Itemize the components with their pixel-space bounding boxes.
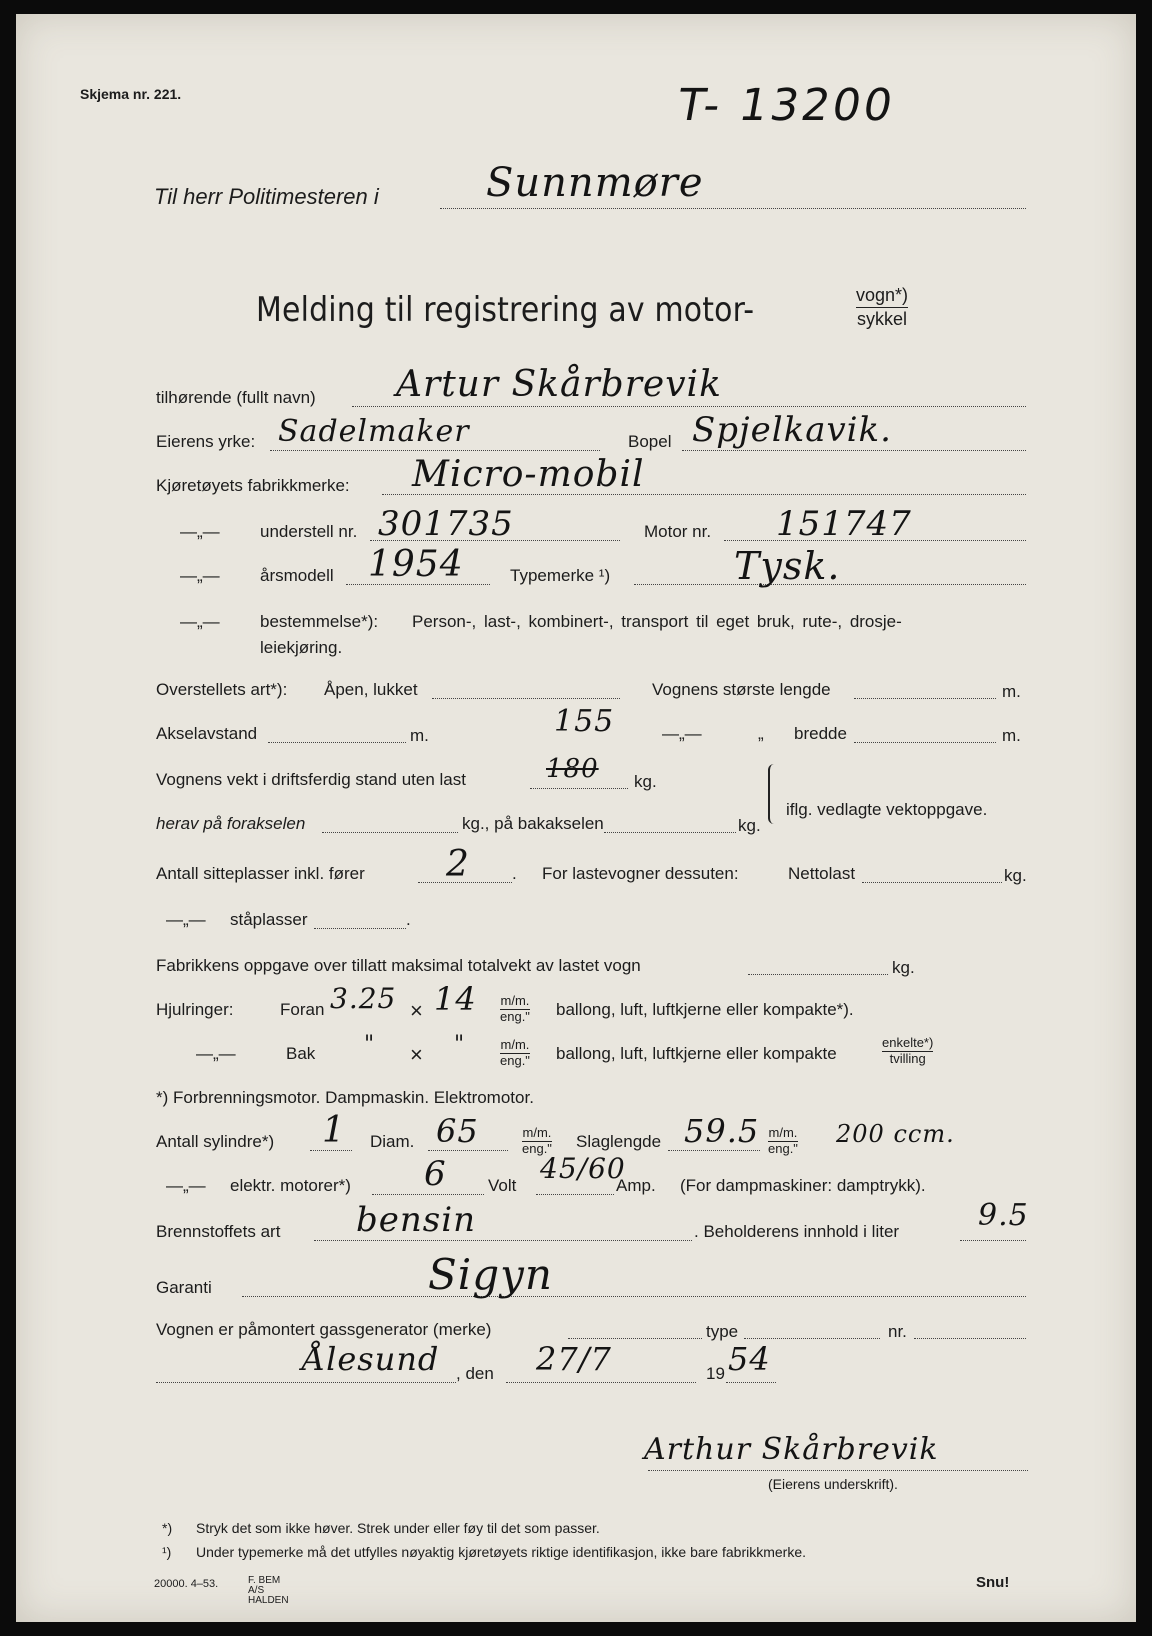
axle-unit: m. <box>410 726 429 745</box>
seats-suffix: . <box>512 864 517 883</box>
tires-label: Hjulringer: <box>156 1000 234 1019</box>
volt-label: Volt <box>488 1176 517 1195</box>
body-label: Overstellets art*): <box>156 680 288 699</box>
warranty-value: Sigyn <box>428 1250 553 1299</box>
width-label: bredde <box>794 724 847 743</box>
cylinders-label: Antall sylindre*) <box>156 1132 275 1151</box>
date-line <box>506 1382 696 1383</box>
warranty-line <box>242 1296 1026 1297</box>
max-weight-line <box>748 974 888 975</box>
weight-note: iflg. vedlagte vektoppgave. <box>786 800 988 819</box>
year-line <box>726 1382 776 1383</box>
tank-line <box>960 1240 1026 1241</box>
purpose-options-cont: leiekjøring. <box>260 638 343 657</box>
gas-type-label: type <box>706 1322 739 1341</box>
stroke-unit-bot: eng." <box>768 1141 798 1156</box>
tires-front-unit-top: m/m. <box>500 993 530 1008</box>
title-sup: vogn*) <box>856 284 908 308</box>
diam-value: 65 <box>436 1112 479 1150</box>
tires-rear-label: Bak <box>286 1044 316 1063</box>
model-year-label: årsmodell <box>260 566 334 585</box>
front-axle-label: herav på forakselen <box>156 814 306 833</box>
length-unit: m. <box>1002 682 1021 701</box>
seats-value: 2 <box>446 844 470 885</box>
owner-value: Artur Skårbrevik <box>396 364 722 405</box>
tires-rear-unit <box>500 1038 530 1068</box>
tires-rear-opt-top: enkelte*) <box>882 1035 934 1050</box>
chassis-value: 301735 <box>378 504 514 544</box>
width-unit: m. <box>1002 726 1021 745</box>
signature-line <box>648 1470 1028 1471</box>
residence-label: Bopel <box>628 432 672 451</box>
weight-unit: kg. <box>634 772 657 791</box>
standing-suffix: . <box>406 910 411 929</box>
footnote-2: Under typemerke må det utfylles nøyaktig kjøretøyets riktige identifikasjon, ikke bare fabrikkmerke. <box>196 1544 807 1560</box>
electric-ditto: —„— <box>166 1176 206 1195</box>
make-label: Kjøretøyets fabrikkmerke: <box>156 476 350 495</box>
steam-pressure: (For dampmaskiner: damptrykk). <box>680 1176 926 1195</box>
net-load-label: Nettolast <box>788 864 856 883</box>
tires-rear-option-fraction <box>882 1036 933 1066</box>
standing-label: ståplasser <box>230 910 308 929</box>
owner-line <box>352 406 1026 407</box>
date-value: 27/7 <box>536 1340 612 1378</box>
purpose-label: bestemmelse*): <box>260 612 379 631</box>
fuel-value: bensin <box>356 1200 477 1240</box>
signature-caption: (Eierens underskrift). <box>768 1476 898 1492</box>
front-axle-line <box>322 832 458 833</box>
seats-label: Antall sitteplasser inkl. fører <box>156 864 365 883</box>
tires-rear-ditto: —„— <box>196 1044 236 1063</box>
rear-axle-label: kg., på bakakselen <box>462 814 604 833</box>
gas-type-line <box>744 1338 880 1339</box>
type-value: Tysk. <box>734 544 841 588</box>
year-prefix: 19 <box>706 1364 725 1383</box>
tank-value: 9.5 <box>978 1198 1029 1233</box>
gas-nr-line <box>914 1338 1026 1339</box>
weight-line <box>530 788 628 789</box>
printer-mark: F. BEM A/S HALDEN <box>248 1575 289 1606</box>
title-sub: sykkel <box>857 309 908 329</box>
owner-label: tilhørende (fullt navn) <box>156 388 316 407</box>
tires-rear-opt-bot: tvilling <box>889 1051 926 1066</box>
width-value: 155 <box>554 704 615 739</box>
amp-label: Amp. <box>616 1176 656 1195</box>
year-value: 54 <box>728 1340 771 1378</box>
max-weight-label: Fabrikkens oppgave over tillatt maksimal totalvekt av lastet vogn <box>156 956 641 975</box>
standing-ditto: —„— <box>166 910 206 929</box>
amp-line <box>536 1194 614 1195</box>
date-den: , den <box>456 1364 494 1383</box>
width-comma: „ <box>758 724 764 743</box>
occupation-line <box>270 450 600 451</box>
stroke-label: Slaglengde <box>576 1132 662 1151</box>
tires-front-diam: 14 <box>434 980 477 1018</box>
place-line <box>156 1382 456 1383</box>
weight-value: 180 <box>546 754 599 784</box>
residence-value: Spjelkavik. <box>692 410 892 450</box>
tires-front-options: ballong, luft, luftkjerne eller kompakte*). <box>556 1000 854 1019</box>
weight-brace <box>768 764 780 824</box>
place-value: Ålesund <box>302 1340 440 1378</box>
cargo-label: For lastevogner dessuten: <box>542 864 739 883</box>
body-options: Åpen, lukket <box>324 680 418 699</box>
tires-front-width: 3.25 <box>330 982 397 1015</box>
stroke-unit-top: m/m. <box>768 1125 798 1140</box>
diam-label: Diam. <box>370 1132 415 1151</box>
model-year-ditto: —„— <box>180 566 220 585</box>
recipient-value: Sunnmøre <box>486 160 704 206</box>
cylinders-value: 1 <box>322 1110 346 1151</box>
gas-generator-line <box>568 1338 702 1339</box>
residence-line <box>682 450 1026 451</box>
width-line <box>854 742 996 743</box>
tires-rear-times: × <box>410 1042 423 1067</box>
owner-signature: Arthur Skårbrevik <box>644 1432 939 1467</box>
footnote-mark-2: ¹) <box>162 1544 172 1560</box>
form-page <box>16 14 1136 1622</box>
length-line <box>854 698 996 699</box>
tires-rear-options: ballong, luft, luftkjerne eller kompakte <box>556 1044 837 1063</box>
footnote-mark-1: *) <box>162 1520 173 1536</box>
occupation-value: Sadelmaker <box>278 414 470 449</box>
purpose-options: Person-, last-, kombinert-, transport til eget bruk, rute-, drosje- <box>412 612 902 631</box>
tires-rear-width: " <box>364 1032 376 1057</box>
model-year-value: 1954 <box>368 544 464 585</box>
motor-value: 151747 <box>776 504 912 544</box>
fuel-line <box>314 1240 692 1241</box>
title-fraction <box>856 284 908 330</box>
displacement-value: 200 ccm. <box>836 1120 955 1148</box>
amp-value: 45/60 <box>540 1152 626 1185</box>
purpose-ditto: —„— <box>180 612 220 631</box>
tires-front-times: × <box>410 998 423 1023</box>
weight-label: Vognens vekt i driftsferdig stand uten last <box>156 770 466 789</box>
reference-number: T- 13200 <box>673 80 900 131</box>
tires-rear-unit-bot: eng." <box>500 1053 530 1068</box>
warranty-label: Garanti <box>156 1278 212 1297</box>
page-title: Melding til registrering av motor- <box>256 290 755 330</box>
body-line <box>432 698 620 699</box>
recipient-line <box>440 208 1026 209</box>
gas-nr-label: nr. <box>888 1322 907 1341</box>
volt-value: 6 <box>424 1154 447 1194</box>
net-load-unit: kg. <box>1004 866 1027 885</box>
axle-line <box>268 742 406 743</box>
max-weight-unit: kg. <box>892 958 915 977</box>
print-info: 20000. 4–53. <box>154 1578 219 1590</box>
tires-front-label: Foran <box>280 1000 325 1019</box>
tires-rear-unit-top: m/m. <box>500 1037 530 1052</box>
tank-label: . Beholderens innhold i liter <box>694 1222 900 1241</box>
occupation-label: Eierens yrke: <box>156 432 256 451</box>
width-ditto: —„— <box>662 724 702 743</box>
diam-line <box>428 1150 508 1151</box>
diam-unit-top: m/m. <box>522 1125 552 1140</box>
length-label: Vognens største lengde <box>652 680 831 699</box>
gas-generator-label: Vognen er påmontert gassgenerator (merke) <box>156 1320 492 1339</box>
chassis-label: understell nr. <box>260 522 358 541</box>
footnote-1: Stryk det som ikke høver. Strek under eller føy til det som passer. <box>196 1520 600 1536</box>
stroke-unit <box>768 1126 798 1156</box>
stroke-value: 59.5 <box>684 1112 760 1150</box>
turn-over: Snu! <box>976 1574 1010 1591</box>
fuel-label: Brennstoffets art <box>156 1222 281 1241</box>
volt-line <box>372 1194 484 1195</box>
tires-rear-diam: " <box>454 1032 466 1057</box>
rear-axle-unit: kg. <box>738 816 761 835</box>
make-value: Micro-mobil <box>412 454 645 495</box>
tires-front-unit <box>500 994 530 1024</box>
form-number: Skjema nr. 221. <box>80 86 182 102</box>
axle-label: Akselavstand <box>156 724 258 743</box>
tires-front-unit-bot: eng." <box>500 1009 530 1024</box>
electric-label: elektr. motorer*) <box>230 1176 351 1195</box>
motor-label: Motor nr. <box>644 522 712 541</box>
recipient-label: Til herr Politimesteren i <box>154 184 379 209</box>
stroke-line <box>668 1150 760 1151</box>
diam-unit-bot: eng." <box>522 1141 552 1156</box>
net-load-line <box>862 882 1002 883</box>
chassis-ditto: —„— <box>180 522 220 541</box>
rear-axle-line <box>604 832 736 833</box>
standing-line <box>314 928 406 929</box>
engine-types: *) Forbrenningsmotor. Dampmaskin. Elektromotor. <box>156 1088 534 1107</box>
type-label: Typemerke ¹) <box>510 566 611 585</box>
